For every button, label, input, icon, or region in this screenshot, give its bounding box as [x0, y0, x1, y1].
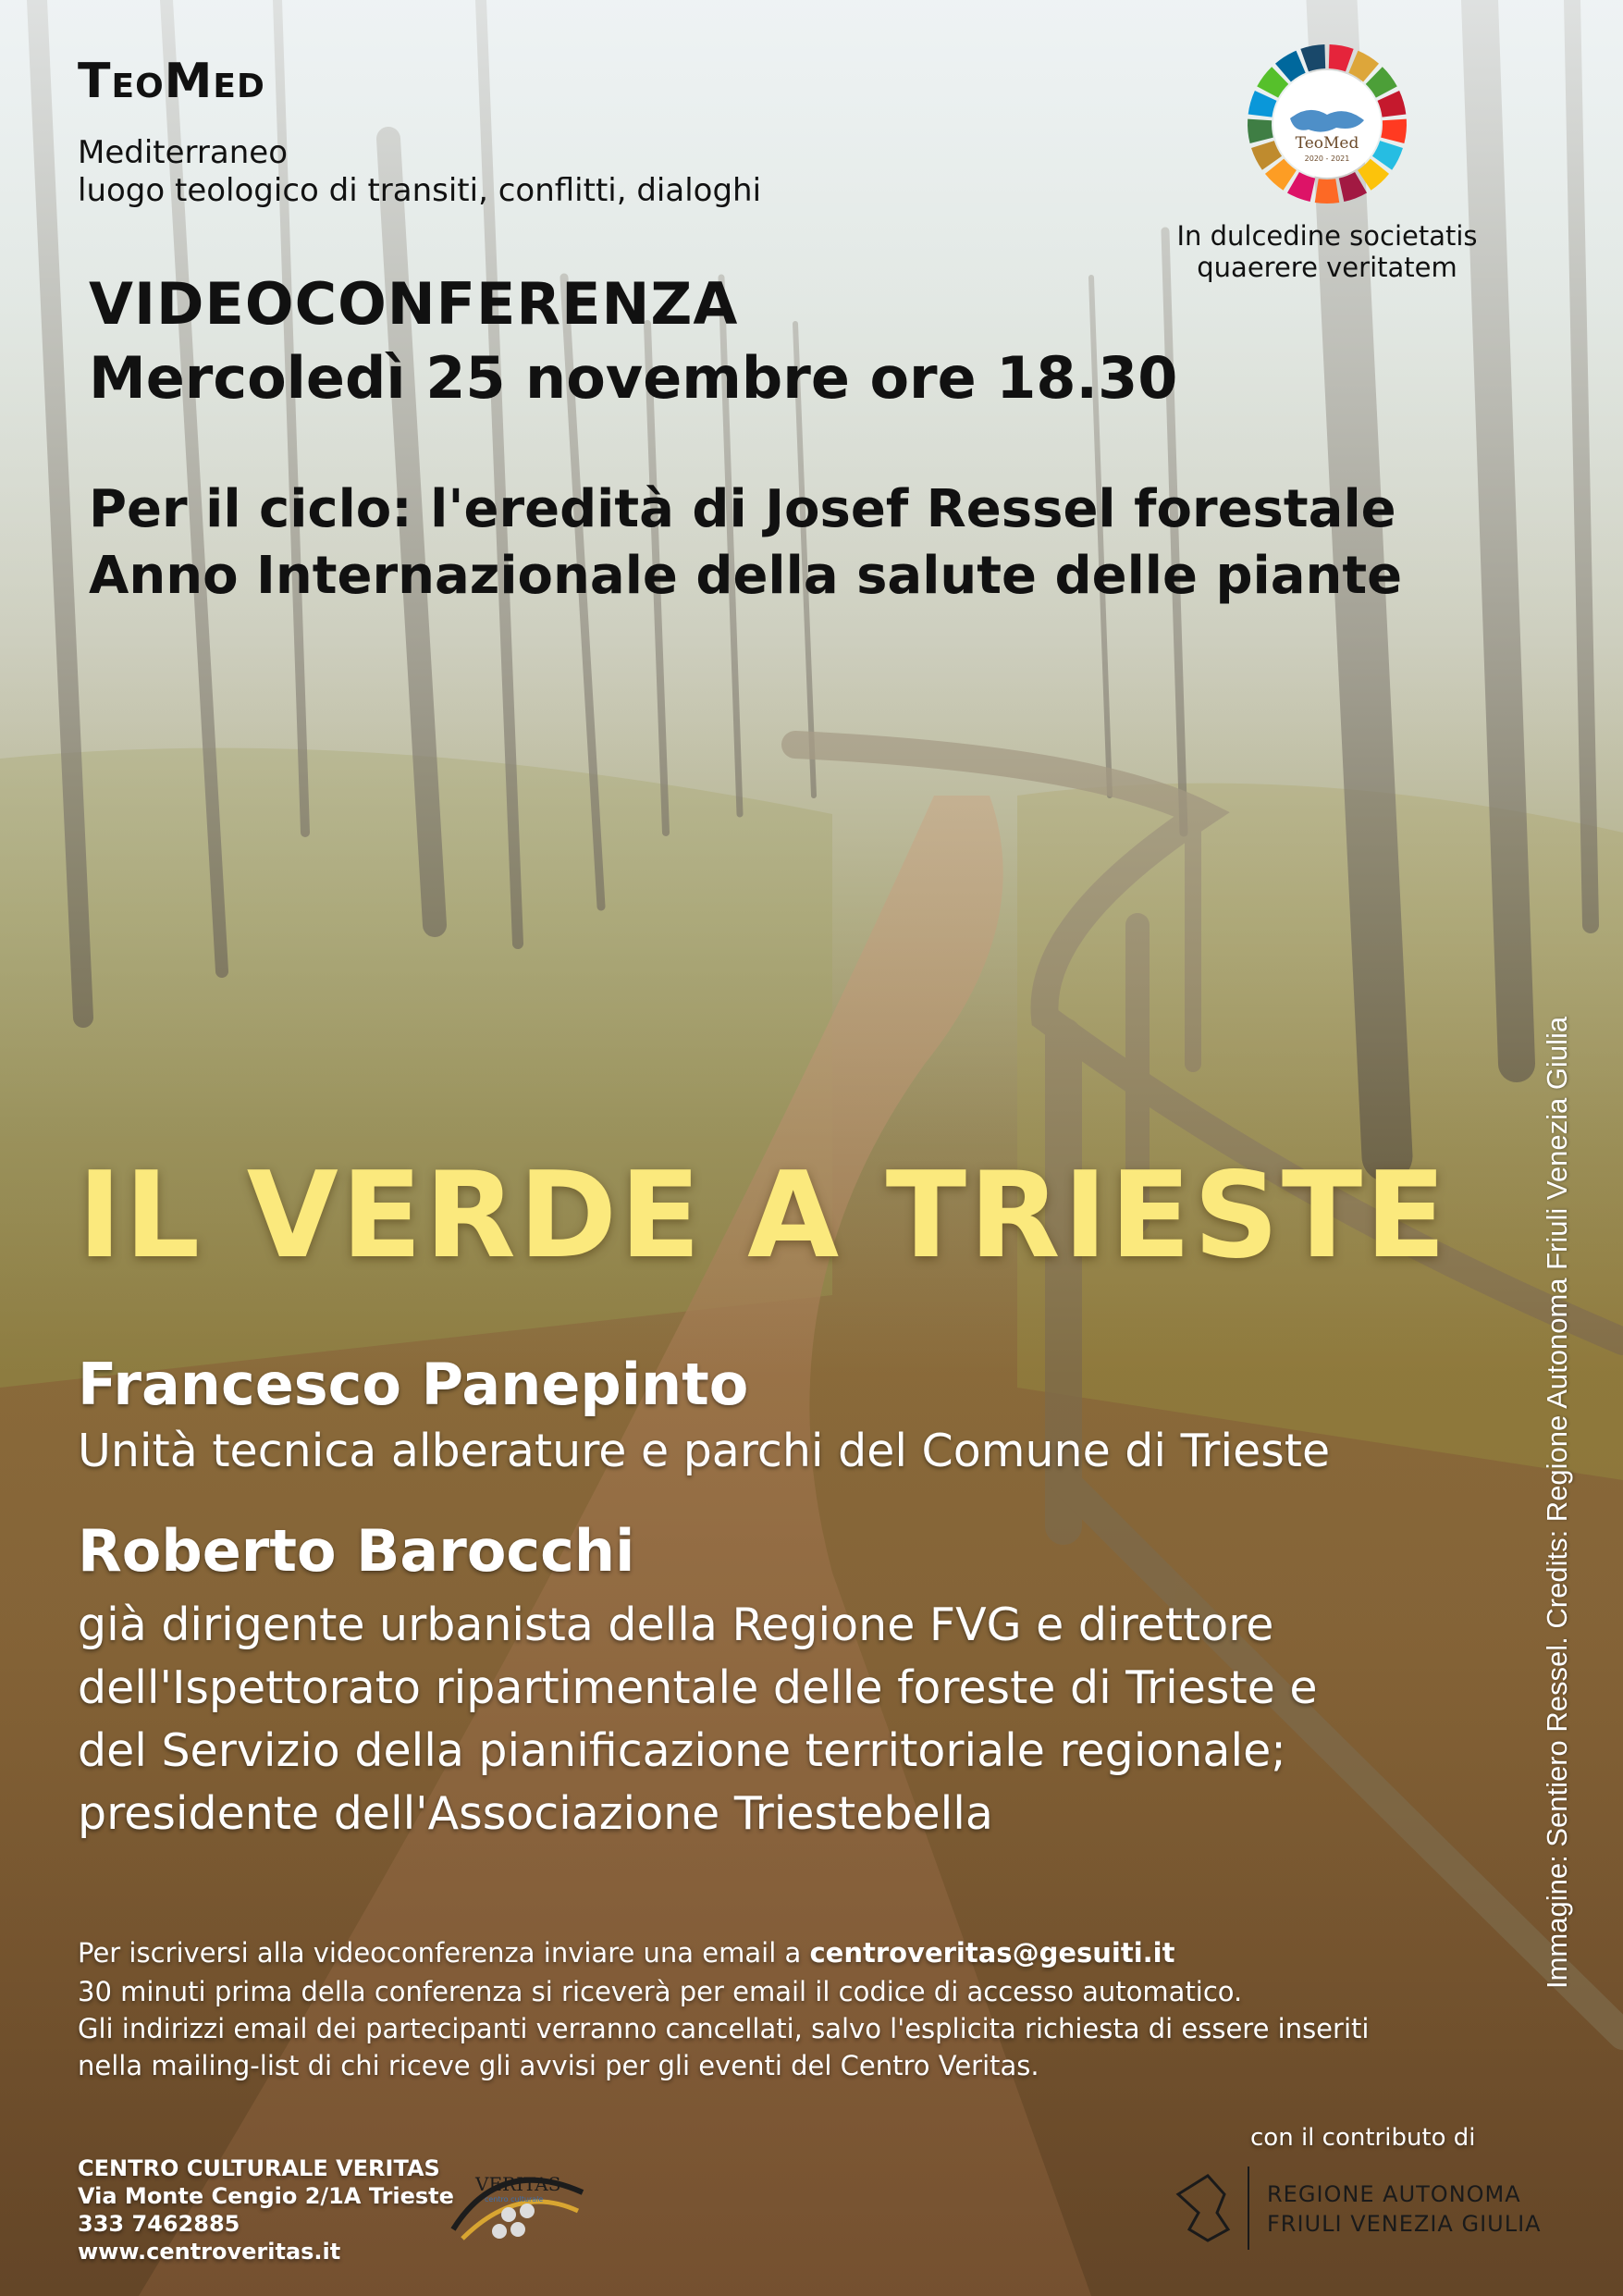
registration-line4: nella mailing-list di chi riceve gli avvisi per gli eventi del Centro Veritas. — [78, 2050, 1039, 2081]
event-type: VIDEOCONFERENZA — [89, 270, 739, 338]
veritas-logo-subtext: centro culturale — [485, 2195, 544, 2203]
speaker2-role-line2: dell'Ispettorato ripartimentale delle foreste di Trieste e — [78, 1661, 1318, 1714]
teomed-logo — [1244, 41, 1410, 207]
ring-segment — [1381, 119, 1407, 143]
registration-line3: Gli indirizzi email dei partecipanti verranno cancellati, salvo l'esplicita richiesta di essere inseriti — [78, 2013, 1370, 2044]
speaker2-role-line4: presidente dell'Associazione Triestebella — [78, 1787, 993, 1840]
veritas-logo-text: VERITAS — [475, 2173, 561, 2195]
series-subtitle-line1: Mediterraneo — [78, 134, 288, 171]
speaker2-name: Roberto Barocchi — [78, 1517, 635, 1585]
sponsor-intro: con il contributo di — [1250, 2124, 1476, 2152]
image-credit: Immagine: Sentiero Ressel. Credits: Regione Autonoma Friuli Venezia Giulia — [1541, 1016, 1573, 1989]
registration-line1 — [78, 1937, 1174, 1969]
cycle-line2: Anno Internazionale della salute delle piante — [89, 546, 1403, 606]
sponsor-name-line2: FRIULI VENEZIA GIULIA — [1267, 2211, 1542, 2237]
speaker2-role-line1: già dirigente urbanista della Regione FVG e direttore — [78, 1599, 1274, 1651]
series-subtitle-line2: luogo teologico di transiti, conflitti, dialoghi — [78, 172, 762, 209]
veritas-logo — [444, 2146, 592, 2257]
registration-email[interactable]: centroveritas@gesuiti.it — [809, 1937, 1175, 1969]
ring-segment — [1315, 179, 1340, 204]
motto-line1: In dulcedine societatis — [1176, 220, 1478, 252]
organizer-address: Via Monte Cengio 2/1A Trieste — [78, 2183, 454, 2209]
organizer-website[interactable]: www.centroveritas.it — [78, 2239, 341, 2265]
organizer-phone: 333 7462885 — [78, 2211, 240, 2237]
speaker1-role: Unità tecnica alberature e parchi del Comune di Trieste — [78, 1425, 1331, 1477]
event-title: IL VERDE A TRIESTE — [78, 1147, 1449, 1285]
region-fvg-logo — [1171, 2157, 1559, 2259]
event-datetime: Mercoledì 25 novembre ore 18.30 — [89, 344, 1178, 412]
logo-text: TeoMed — [1295, 134, 1359, 153]
logo-years: 2020 - 2021 — [1304, 154, 1350, 163]
registration-line2: 30 minuti prima della conferenza si riceverà per email il codice di accesso automatico. — [78, 1976, 1243, 2007]
registration-prefix: Per iscriversi alla videoconferenza inviare una email a — [78, 1937, 810, 1969]
sponsor-name-line1: REGIONE AUTONOMA — [1267, 2181, 1521, 2207]
organizer-name: CENTRO CULTURALE VERITAS — [78, 2155, 440, 2181]
eagle-icon — [1178, 2176, 1228, 2240]
speaker1-name: Francesco Panepinto — [78, 1351, 749, 1418]
speaker2-role-line3: del Servizio della pianificazione territoriale regionale; — [78, 1724, 1286, 1777]
cycle-line1: Per il ciclo: l'eredità di Josef Ressel forestale — [89, 479, 1396, 539]
ring-segment — [1329, 44, 1354, 71]
ring-segment — [1300, 44, 1325, 71]
motto-line2: quaerere veritatem — [1197, 252, 1457, 283]
series-title: TeoMed — [78, 54, 265, 109]
ring-segment — [1248, 119, 1273, 143]
